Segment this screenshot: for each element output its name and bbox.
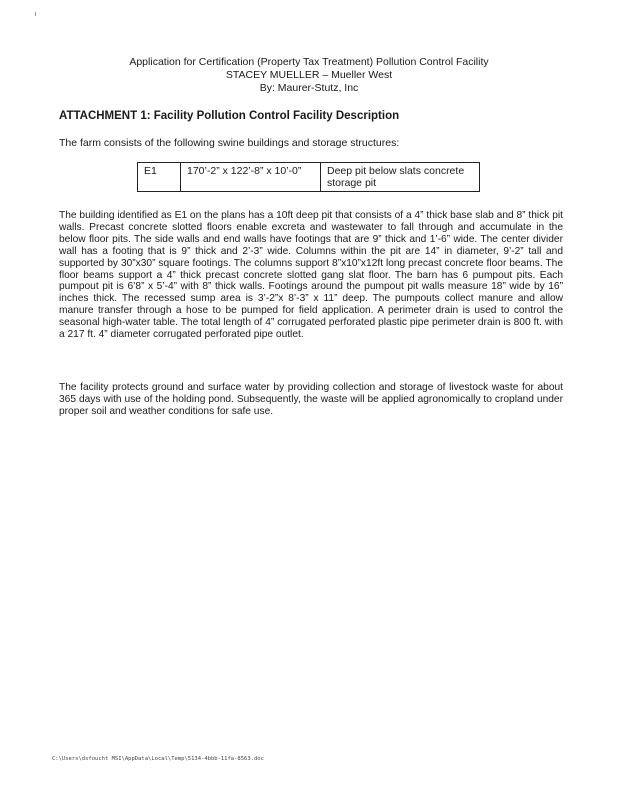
intro-text: The farm consists of the following swine buildings and storage structures: [59, 137, 400, 149]
header-applicant: STACEY MUELLER – Mueller West [225, 69, 393, 81]
document-header [0, 56, 618, 95]
scan-mark [35, 12, 36, 16]
structure-description: Deep pit below slats concrete storage pit [321, 163, 480, 192]
structures-table [137, 162, 480, 192]
description-paragraph: The building identified as E1 on the plans has a 10ft deep pit that consists of a 4” thick base slab and 8” thick pit walls. Precast concrete slotted floors enable excreta and wastewater to fall through and accumulate in the below floor pits. The side walls and end walls have footings that are 9” thick and 1’-6” wide. The center divider wall has a footing that is 9” thick and 2’-3” wide. Columns within the pit are 14” in diameter, 9’-2” tall and supported by 30”x30” square footings. The columns support 8”x10”x12ft long precast concrete floor beams. The floor beams support a 4” thick precast concrete slotted gang slat floor. The barn has 6 pumpout pits. Each pumpout pit is 6’8” x 5’-4” with 8” thick walls. Footings around the pumpout pit walls measure 18” wide by 16” inches thick. The recessed sump area is 3’-2”x 8’-3” x 11” deep. The pumpouts collect manure and allow manure transfer through a hose to be pumped for field application. A perimeter drain is used to control the seasonal high-water table. The total length of 4” corrugated perforated plastic pipe perimeter drain is 800 ft. with a 217 ft. 4” diameter corrugated perforated pipe outlet. [59, 210, 563, 341]
structure-dimensions: 170’-2” x 122’-8” x 10’-0” [181, 163, 321, 192]
header-title: Application for Certification (Property Tax Treatment) Pollution Control Facility [129, 56, 489, 68]
header-preparer: By: Maurer-Stutz, Inc [259, 82, 359, 94]
protection-paragraph: The facility protects ground and surface water by providing collection and storage of livestock waste for about 365 days with use of the holding pond. Subsequently, the waste will be applied agronomically to cropland under proper soil and weather conditions for safe use. [59, 382, 563, 417]
attachment-title: ATTACHMENT 1: Facility Pollution Control Facility Description [59, 110, 400, 122]
table-row [138, 163, 480, 192]
structure-id: E1 [138, 163, 181, 192]
footer-file-path: C:\Users\dsfoucht MSI\AppData\Local\Temp\5134-4bbb-11fa-8563.doc [52, 756, 264, 762]
